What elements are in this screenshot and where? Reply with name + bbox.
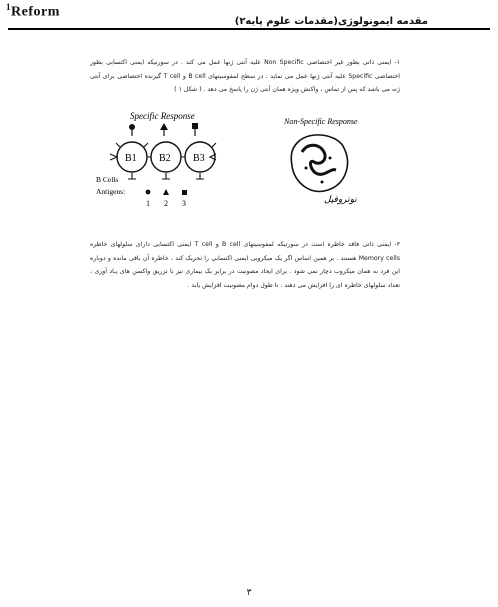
paragraph-1: ۱- ایمنی ذاتی بطور غیر اختصاصی Non Specific علیه آنتی ژنها عمل می کند . در سورتیکه ایمنی اکتسابی بطور اختصاصی Specific علیه آنتی ژنها عمل می نماید . در سطح لمفوسیتهای B cell و T cell گیرنده اختصاصی برای آنتی ژنه می باشد که پس از تماس ، واکنش ویژه همان آنتی ژن را پاسخ می دهد . ( شکل ۱ ): [90, 59, 401, 93]
paragraph-2: ۲- ایمنی ذاتی فاقد خاطره است در سورتیکه لمفوسیتهای B cell و T cell ایمنی اکتسابی دارای سلولهای خاطره Memory cells هستند . بر همین اساس اگر یک میکروبی ایمنی اکتسابی را تحریک کند ، خاطره آن باقی مانده و دوباره این فرد به همان میکروب دچار نمی شود . برای ایجاد مصونیت در برابر یک بیماری نیز با تزریق واکسن های یـاد آوری ، تعداد سلولهای خاطره ای را افزایش می دهند . تا طول دوام مصونیت افزایش یابد .: [90, 241, 401, 289]
antigen-num-3: 3: [182, 199, 186, 208]
antigen-num-1: 1: [146, 199, 150, 208]
page-number: ۳: [246, 588, 252, 598]
non-specific-response-title: Non-Specific Response: [284, 117, 358, 126]
antigen-num-2: 2: [164, 199, 168, 208]
b-cells-label: B Cells: [96, 175, 119, 184]
cell-label-b1: B1: [125, 153, 137, 164]
cell-label-b3: B3: [193, 153, 205, 164]
specific-response-title: Specific Response: [130, 111, 195, 121]
page-title: مقدمه ایمونولوژی(مقدمات علوم پایه۲): [234, 16, 428, 27]
specific-response-figure: [88, 110, 268, 212]
logo-text: Reform: [11, 4, 60, 20]
cell-label-b2: B2: [159, 153, 171, 164]
non-specific-response-figure: [280, 112, 400, 212]
header-divider: [8, 28, 490, 30]
brand-logo: [6, 2, 60, 21]
neutrophil-caption: نوتروفیل: [324, 194, 357, 204]
antigens-label: Antigens:: [96, 187, 126, 196]
logo-number: 1: [6, 2, 11, 12]
